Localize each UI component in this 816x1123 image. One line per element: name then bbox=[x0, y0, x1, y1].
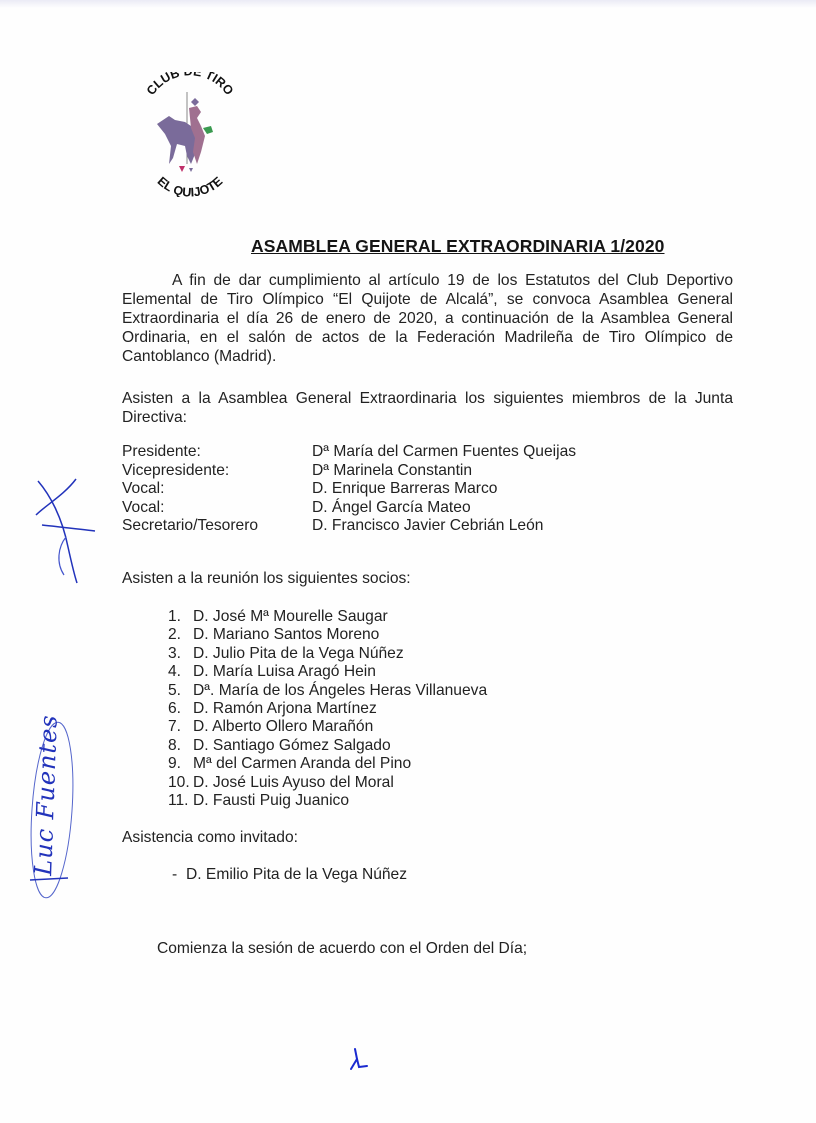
list-number: 6. bbox=[168, 700, 182, 718]
list-number: 8. bbox=[168, 736, 182, 754]
board-row bbox=[122, 499, 576, 518]
board-row bbox=[122, 517, 576, 536]
guest-name: D. Emilio Pita de la Vega Núñez bbox=[186, 866, 408, 883]
scan-edge-shadow bbox=[0, 0, 816, 8]
guest-bullet: - bbox=[172, 866, 178, 883]
list-item bbox=[168, 700, 487, 718]
list-number: 9. bbox=[168, 755, 182, 773]
list-item bbox=[168, 682, 487, 700]
closing-sentence: Comienza la sesión de acuerdo con el Orden del Día; bbox=[157, 940, 528, 957]
members-list bbox=[168, 608, 487, 810]
svg-text:CLUB DE TIRO bbox=[144, 72, 237, 98]
list-item bbox=[168, 755, 487, 773]
member-name: D. Ramón Arjona Martínez bbox=[193, 700, 377, 718]
member-name: D. Alberto Ollero Marañón bbox=[193, 718, 374, 736]
member-name: D. Santiago Gómez Salgado bbox=[193, 736, 391, 754]
board-intro: Asisten a la Asamblea General Extraordinaria los siguientes miembros de la Junta Directiva: bbox=[122, 390, 733, 426]
list-item bbox=[168, 608, 487, 626]
member-name: D. Julio Pita de la Vega Núñez bbox=[193, 644, 404, 662]
member-name: D. José Mª Mourelle Saugar bbox=[193, 608, 388, 625]
member-name: D. Mariano Santos Moreno bbox=[193, 626, 380, 644]
list-number: 2. bbox=[168, 626, 182, 644]
member-name: D. Fausti Puig Juanico bbox=[193, 792, 350, 810]
list-number: 3. bbox=[168, 644, 182, 662]
board-name: D. Francisco Javier Cebrián León bbox=[312, 517, 544, 534]
list-item bbox=[168, 626, 487, 644]
margin-signature-text: Luc Fuentes bbox=[29, 713, 63, 877]
list-item bbox=[168, 792, 487, 810]
svg-text:EL QUIJOTE bbox=[155, 174, 226, 197]
list-number: 10. bbox=[168, 773, 190, 791]
handwritten-page-number bbox=[345, 1045, 375, 1075]
board-row bbox=[122, 480, 576, 499]
board-role: Vocal: bbox=[122, 498, 165, 516]
member-name: Mª del Carmen Aranda del Pino bbox=[193, 755, 412, 773]
list-item bbox=[168, 718, 487, 736]
list-item bbox=[168, 774, 487, 792]
guest-intro: Asistencia como invitado: bbox=[122, 829, 298, 846]
margin-signature-initials bbox=[20, 475, 100, 590]
board-name: Dª María del Carmen Fuentes Queijas bbox=[312, 443, 577, 460]
list-item bbox=[168, 645, 487, 663]
member-name: D. José Luis Ayuso del Moral bbox=[193, 773, 394, 791]
board-name: Dª Marinela Constantin bbox=[312, 461, 473, 479]
logo-top-text: CLUB TIRO bbox=[143, 72, 237, 98]
list-item bbox=[168, 663, 487, 681]
board-role: Vocal: bbox=[122, 480, 165, 497]
club-logo bbox=[135, 72, 245, 197]
members-intro: Asisten a la reunión los siguientes socios: bbox=[122, 570, 411, 587]
list-number: 4. bbox=[168, 663, 182, 681]
board-name: D. Ángel García Mateo bbox=[312, 498, 471, 516]
member-name: D. María Luisa Aragó Hein bbox=[193, 663, 376, 681]
list-number: 11. bbox=[168, 792, 189, 810]
board-name: D. Enrique Barreras Marco bbox=[312, 480, 498, 497]
board-role: Vicepresidente: bbox=[122, 461, 230, 479]
board-row bbox=[122, 462, 576, 481]
list-item bbox=[168, 737, 487, 755]
board-role: Presidente: bbox=[122, 443, 201, 460]
member-name: Dª. María de los Ángeles Heras Villanueva bbox=[193, 681, 488, 699]
list-number: 5. bbox=[168, 681, 182, 699]
board-members-list bbox=[122, 443, 576, 536]
logo-bottom-text: EL QUIJOTE bbox=[154, 174, 226, 197]
intro-paragraph: A fin de dar cumplimiento al artículo 19 de los Estatutos del Club Deportivo Elemental de Tiro Olímpico “El Quijote de Alcalá”, se convoca Asamblea General Extraordinaria el día 26 de enero de 2020, a continuación de la Asamblea General Ordinaria, en el salón de actos de la Federación Madrileña de Tiro Olímpico de Cantoblanco (Madrid). bbox=[122, 272, 733, 365]
list-number: 7. bbox=[168, 718, 182, 736]
guest-item bbox=[172, 866, 407, 884]
list-number: 1. bbox=[168, 608, 182, 625]
document-title: ASAMBLEA GENERAL EXTRAORDINARIA 1/2020 bbox=[251, 236, 665, 256]
board-role: Secretario/Tesorero bbox=[122, 517, 259, 534]
board-row bbox=[122, 443, 576, 462]
